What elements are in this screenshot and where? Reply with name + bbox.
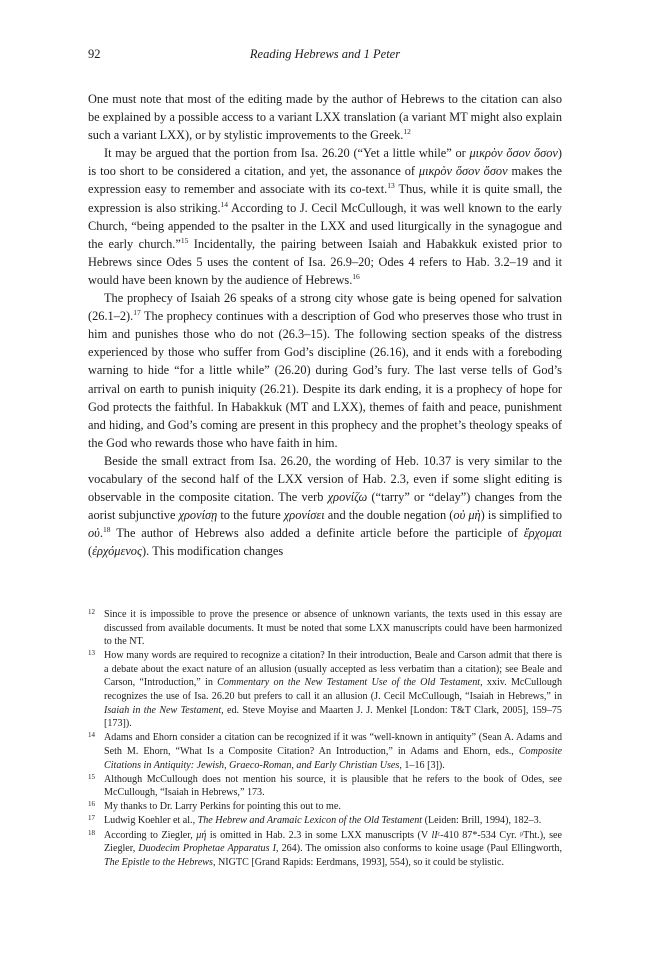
text-run: ᶜ-410 87*-534 Cyr. ᵖTht.), see Ziegler,	[104, 829, 562, 855]
footnote	[88, 608, 562, 649]
italic-text: Commentary on the New Testament Use of the Old Testament	[217, 677, 481, 689]
text-run: Although McCullough does not mention his source, it is plausible that he refers to the book of Odes, see McCullough, “Isaiah in Hebrews,” 173.	[104, 773, 562, 799]
text-run: makes the expression easy to remember and associate with its co-text.	[88, 164, 562, 197]
footnote-reference: 13	[387, 181, 395, 191]
body-text	[88, 90, 562, 560]
footnote	[88, 800, 562, 814]
footnote-number: 17	[88, 814, 95, 823]
text-run: and the double negation (	[324, 508, 454, 523]
paragraph	[88, 452, 562, 561]
footnotes	[88, 608, 562, 870]
footnote-number: 12	[88, 608, 95, 616]
footnote-reference: 15	[180, 235, 189, 245]
paragraph	[88, 289, 562, 452]
text-run: , 1–16 [3]).	[399, 759, 445, 771]
text-run: (“tarry” or “delay”) changes from the aorist subjunctive	[88, 490, 563, 523]
text-run: , 264). The omission also conforms to koine usage (Paul Ellingworth,	[275, 843, 562, 855]
footnote	[88, 814, 562, 828]
paragraph	[88, 144, 562, 289]
footnote-text	[104, 801, 341, 812]
footnote	[88, 829, 562, 870]
footnote-reference: 18	[102, 525, 111, 535]
footnote-number: 13	[88, 649, 95, 658]
text-run: , xxiv. McCullough recognizes the use of Isa. 26.20 but prefers to call it an allusion (J. Cecil McCullough, “Isaiah in Hebrews,” in	[104, 677, 562, 703]
footnote-number: 14	[88, 731, 95, 740]
italic-text: μή	[196, 829, 207, 841]
footnote-text	[104, 609, 562, 647]
text-run: , NIGTC [Grand Rapids: Eerdmans, 1993], 554), so it could be stylistic.	[212, 856, 504, 868]
italic-text: οὐ μὴ	[453, 508, 481, 523]
footnote-text	[104, 650, 562, 729]
footnote	[88, 649, 562, 731]
italic-text: χρονίζω	[327, 490, 368, 505]
text-run: , ed. Steve Moyise and Maarten J. J. Menkel [London: T&T Clark, 2005], 159–75 [173]).	[104, 704, 562, 730]
text-run: My thanks to Dr. Larry Perkins for pointing this out to me.	[104, 801, 341, 813]
italic-text: οὐ	[88, 526, 100, 541]
text-run: is omitted in Hab. 2.3 in some LXX manuscripts (V	[206, 829, 432, 841]
text-run: Adams and Ehorn consider a citation can be recognized if it was “well-known in antiquity” (Sean A. Adams and Seth M. Ehorn, “What Is a Composite Citation? An Introduction,” in Adams and Ehorn, eds.,	[104, 732, 562, 757]
running-header	[88, 47, 562, 63]
italic-text: ἐρχόμενος	[92, 544, 142, 559]
footnote-reference: 17	[133, 308, 141, 318]
italic-text: χρονίσει	[283, 508, 325, 523]
italic-text: lI	[431, 829, 438, 841]
italic-text: The Epistle to the Hebrews	[104, 856, 213, 868]
text-run: The prophecy of Isaiah 26 speaks of a strong city whose gate is being opened for salvation (26.1–2).	[88, 291, 562, 324]
text-run: (	[88, 544, 93, 559]
paragraph	[88, 90, 562, 144]
italic-text: The Hebrew and Aramaic Lexicon of the Old Testament	[197, 815, 423, 827]
text-run: Incidentally, the pairing between Isaiah and Habakkuk existed prior to Hebrews since Odes 5 uses the content of Isa. 26.9–20; Odes 4 refers to Hab. 3.2–19 and it would have been known by the audience of Hebrews.	[88, 236, 562, 287]
italic-text: Isaiah in the New Testament	[104, 704, 222, 716]
text-run: (Leiden: Brill, 1994), 182–3.	[422, 815, 542, 827]
text-run: According to J. Cecil McCullough, it was well known to the early Church, “being appended to the psalter in the LXX and used liturgically in the synagogue and the early church.”	[88, 200, 562, 251]
text-run: Since it is impossible to prove the presence or absence of unknown variants, the texts used in this essay are discussed from available documents. It must be noted that some LXX manuscripts could have been harmonized to the NT.	[104, 609, 562, 648]
page-number: 92	[88, 47, 101, 61]
italic-text: χρονίσῃ	[178, 508, 218, 523]
footnote-text	[104, 815, 541, 826]
text-run: Ludwig Koehler et al.,	[104, 815, 198, 827]
italic-text: μικρὸν ὅσον ὅσον	[469, 146, 558, 161]
footnote-text	[104, 774, 562, 799]
italic-text: μικρὸν ὅσον ὅσον	[418, 164, 508, 179]
italic-text: ἔρχομαι	[523, 526, 562, 541]
text-run: How many words are required to recognize a citation? In their introduction, Beale and Carson admit that there is a debate about the exact nature of an allusion (usually accepted as less verbatim than a citation); see Beale and Carson, “Introduction,” in	[104, 650, 562, 689]
text-run: The author of Hebrews also added a definite article before the participle of	[110, 526, 524, 541]
footnote	[88, 731, 562, 772]
running-title: Reading Hebrews and 1 Peter	[249, 47, 401, 61]
text-run: According to Ziegler,	[104, 829, 197, 841]
text-run: ) is too short to be considered a citation, and yet, the assonance of	[88, 146, 562, 179]
footnote-reference: 14	[220, 199, 229, 209]
text-run: .	[99, 526, 103, 541]
footnote-number: 15	[88, 772, 95, 781]
text-run: to the future	[217, 508, 284, 523]
text-run: The prophecy continues with a description of God who preserves those who trust in him and punishes those who do not (26.3–15). The following section speaks of the distress experienced by those who suffer from God’s discipline (26.16), and it ends with a foreboding warning to hide “for a little while” (26.20) during God’s fury. The last verse tells of God’s arrival on earth to punish iniquity (26.21). Despite its dark ending, it is a prophecy of hope for God protects the faithful. In Habakkuk (MT and LXX), themes of faith and peace, punishment and hiding, and God’s coming are present in this prophecy and the prophet’s theology speaks of the God who rewards those who have faith in him.	[88, 309, 562, 450]
italic-text: Duodecim Prophetae Apparatus I	[138, 843, 276, 855]
footnote-text	[104, 732, 562, 770]
text-run: ) is simplified to	[480, 508, 563, 523]
text-run: Thus, while it is quite small, the expression is also striking.	[88, 182, 563, 215]
text-run: Beside the small extract from Isa. 26.20, the wording of Heb. 10.37 is very similar to the vocabulary of the second half of the LXX version of Hab. 2.3, even if some slight editing is observable in the composite citation. The verb	[88, 453, 562, 505]
text-run: One must note that most of the editing made by the author of Hebrews to the citation can also be explained by a possible access to a variant LXX translation (a variant MT might also explain such a variant LXX), or by stylistic improvements to the Greek.	[88, 92, 562, 143]
footnote	[88, 773, 562, 800]
footnote-text	[104, 830, 562, 868]
footnote-reference: 12	[403, 127, 411, 137]
footnote-number: 18	[88, 828, 95, 837]
text-run: It may be argued that the portion from Isa. 26.20 (“Yet a little while” or	[104, 146, 470, 161]
italic-text: Composite Citations in Antiquity: Jewish, Graeco-Roman, and Early Christian Uses	[104, 745, 562, 771]
text-run: ). This modification changes	[141, 544, 284, 559]
footnote-number: 16	[88, 800, 95, 809]
footnote-reference: 16	[352, 271, 360, 281]
